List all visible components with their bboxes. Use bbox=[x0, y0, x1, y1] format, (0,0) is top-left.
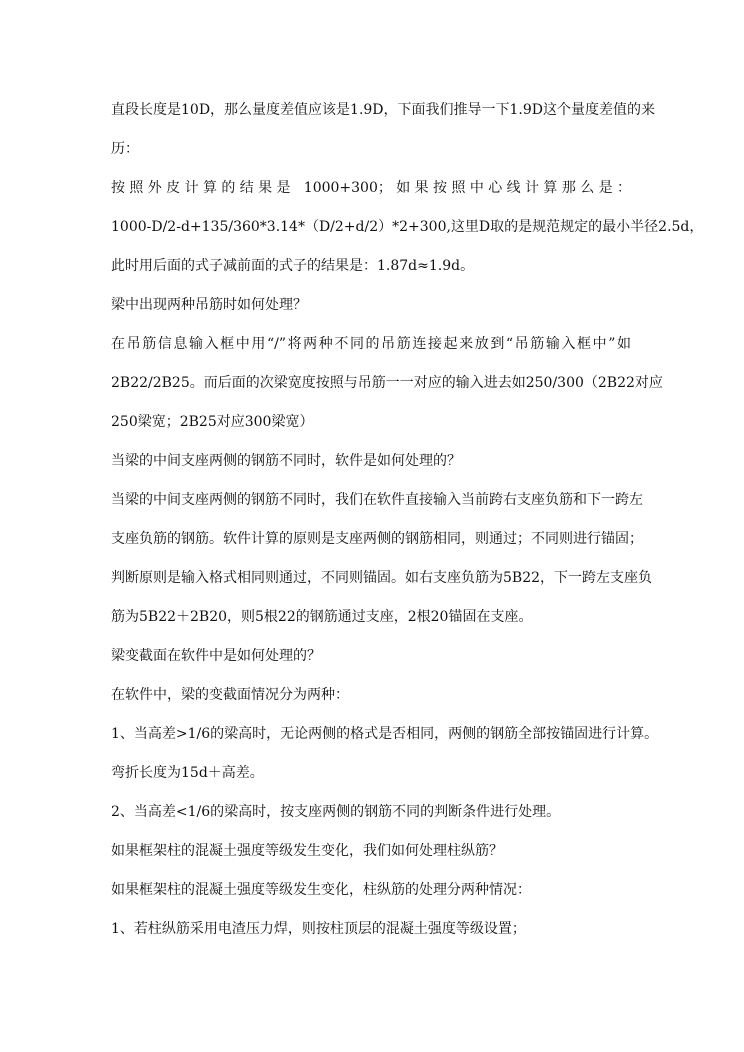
text-line: 按照外皮计算的结果是 1000+300；如果按照中心线计算那么是： bbox=[111, 180, 631, 196]
text-line: 弯折长度为15d＋高差。 bbox=[111, 765, 264, 781]
text-line: 支座负筋的钢筋。软件计算的原则是支座两侧的钢筋相同，则通过；不同则进行锚固； bbox=[111, 531, 643, 547]
text-line: 筋为5B22＋2B20，则5根22的钢筋通过支座，2根20锚固在支座。 bbox=[111, 609, 533, 625]
text-line: 在吊筋信息输入框中用“/”将两种不同的吊筋连接起来放到“吊筋输入框中”如 bbox=[111, 336, 631, 352]
text-line: 此时用后面的式子减前面的式子的结果是：1.87d≈1.9d。 bbox=[111, 258, 475, 274]
text-line: 在软件中，梁的变截面情况分为两种： bbox=[111, 687, 349, 703]
text-line: 2、当高差<1/6的梁高时，按支座两侧的钢筋不同的判断条件进行处理。 bbox=[111, 804, 561, 820]
text-line: 1000-D/2-d+135/360*3.14*（D/2+d/2）*2+300,这里D取的是规范规定的最小半径2.5d， bbox=[111, 219, 704, 235]
section-heading: 梁中出现两种吊筋时如何处理？ bbox=[111, 297, 307, 313]
section-heading: 如果框架柱的混凝土强度等级发生变化，我们如何处理柱纵筋？ bbox=[111, 843, 503, 859]
text-line: 250梁宽；2B25对应300梁宽） bbox=[111, 414, 314, 430]
section-heading: 梁变截面在软件中是如何处理的？ bbox=[111, 648, 321, 664]
section-heading: 当梁的中间支座两侧的钢筋不同时，软件是如何处理的？ bbox=[111, 453, 461, 469]
text-line: 1、若柱纵筋采用电渣压力焊，则按柱顶层的混凝土强度等级设置； bbox=[111, 921, 526, 937]
text-line: 当梁的中间支座两侧的钢筋不同时，我们在软件直接输入当前跨右支座负筋和下一跨左 bbox=[111, 492, 643, 508]
text-line: 1、当高差>1/6的梁高时，无论两侧的格式是否相同，两侧的钢筋全部按锚固进行计算。 bbox=[111, 726, 659, 742]
text-line: 历： bbox=[111, 141, 139, 157]
text-line: 直段长度是10D，那么量度差值应该是1.9D，下面我们推导一下1.9D这个量度差值的来 bbox=[111, 102, 656, 118]
text-line: 如果框架柱的混凝土强度等级发生变化，柱纵筋的处理分两种情况： bbox=[111, 882, 531, 898]
text-line: 判断原则是输入格式相同则通过，不同则锚固。如右支座负筋为5B22，下一跨左支座负 bbox=[111, 570, 653, 586]
text-line: 2B22/2B25。而后面的次梁宽度按照与吊筋一一对应的输入进去如250/300（2B22对应 bbox=[111, 375, 663, 391]
